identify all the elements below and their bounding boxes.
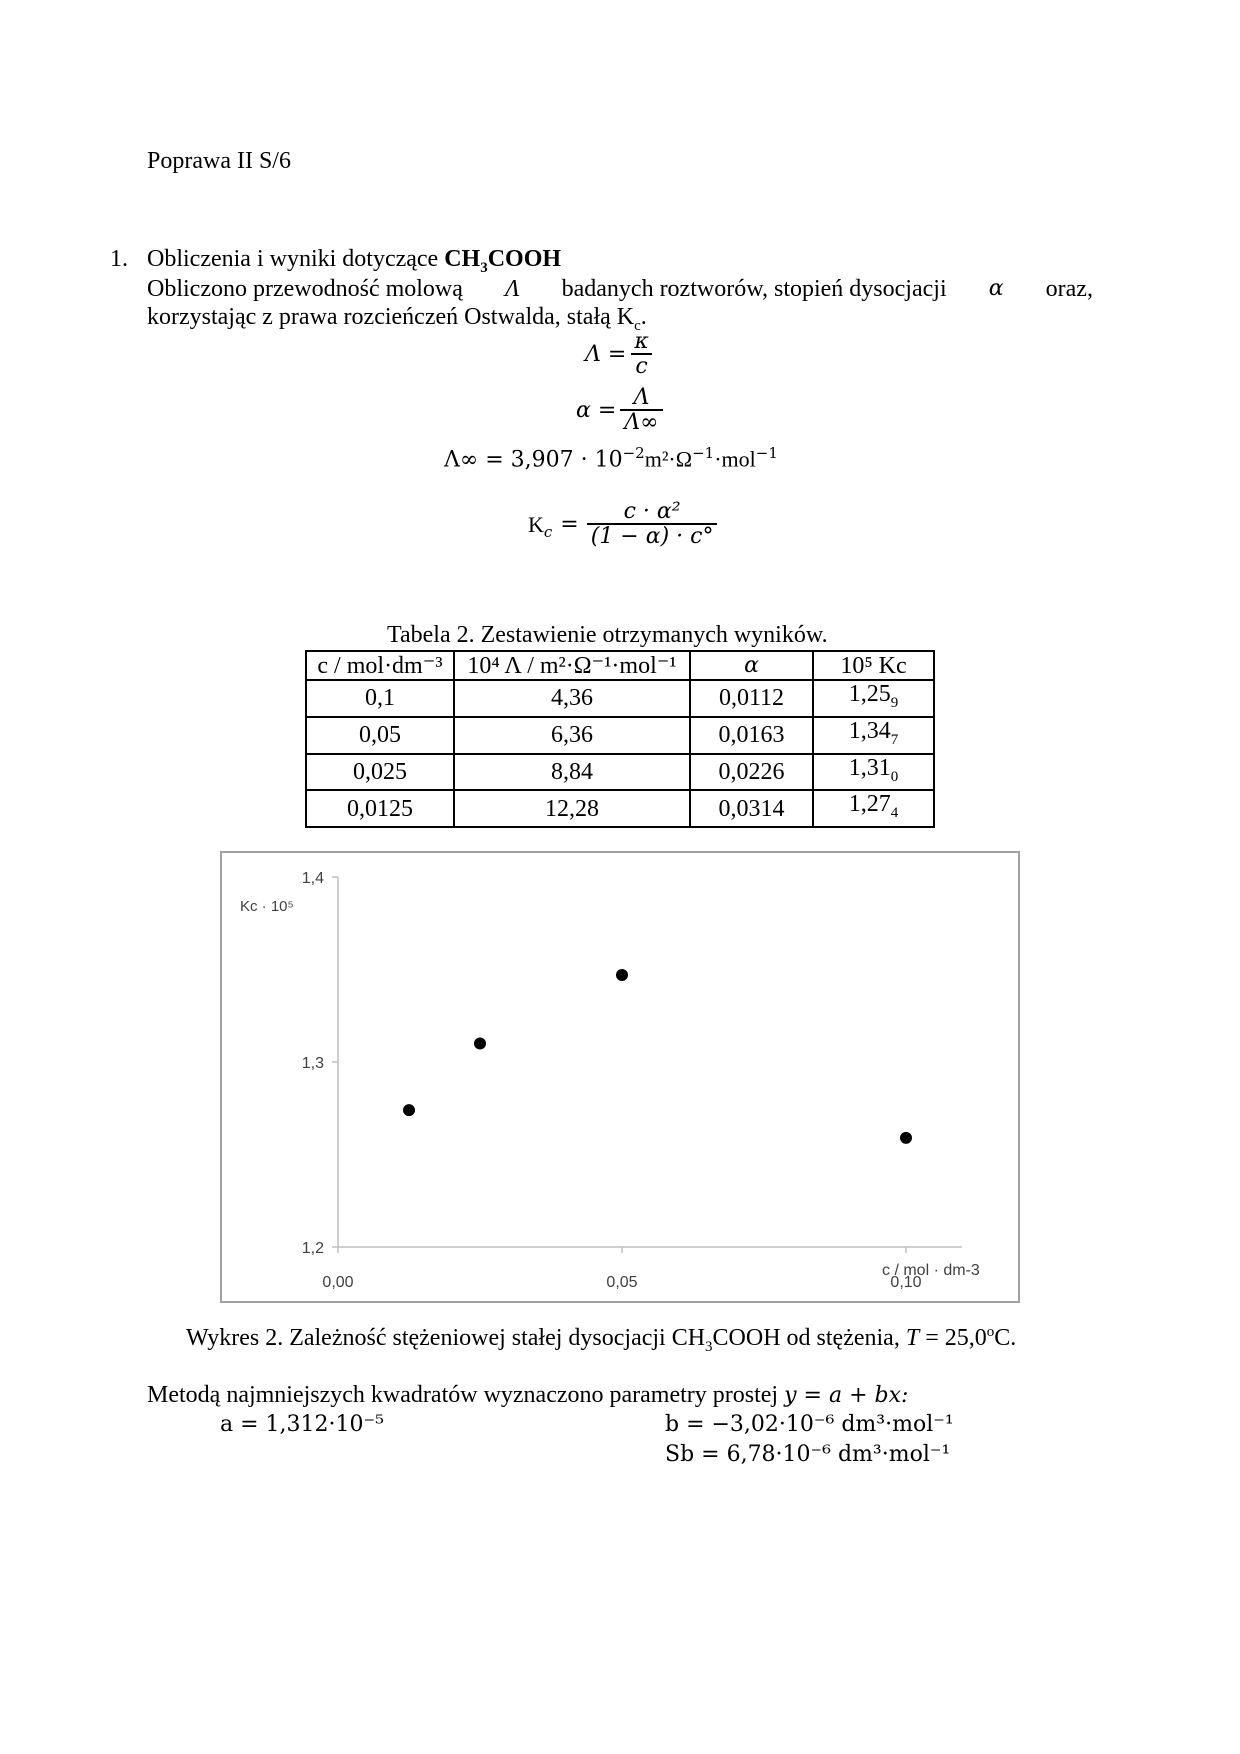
cell-alpha: 0,0314 [690, 790, 813, 827]
results-intro: Metodą najmniejszych kwadratów wyznaczono parametry prostej [147, 1382, 779, 1408]
eq1-fraction [630, 330, 652, 379]
para1-mid: badanych roztworów, stopień dysocjacji [561, 276, 947, 302]
eq1-num: κ [634, 329, 649, 354]
chart-caption: Wykres 2. Zależność stężeniowej stałej dysocjacji $CH_3COOH$ od stężenia, $T = 25,0^oC$. [186, 1324, 1017, 1355]
table-row [306, 680, 934, 717]
para1-text: Obliczono przewodność molową [147, 276, 463, 302]
cell-c: 0,025 [306, 754, 454, 791]
equation-lambda-infinity [444, 444, 778, 472]
eq4-den: (1 − α) · c° [587, 523, 718, 549]
para2-sub: c [634, 317, 641, 334]
data-point [474, 1038, 486, 1050]
results-table [305, 650, 935, 828]
y-tick-label: 1,2 [301, 1240, 324, 1257]
eq3-mol: ·mol [714, 446, 756, 472]
equation-kc [528, 500, 717, 549]
data-point [616, 969, 628, 981]
param-b: b = −3,02·10⁻⁶ dm³·mol⁻¹ [665, 1412, 954, 1437]
param-a: a = 1,312·10⁻⁵ [220, 1412, 384, 1437]
cell-c: 0,1 [306, 680, 454, 717]
cell-c: 0,05 [306, 717, 454, 754]
kc-value: 1,27 [848, 791, 891, 818]
eq3-mol-exp: −1 [755, 444, 778, 462]
eq2-num: Λ [633, 385, 650, 410]
cell-lambda: 12,28 [454, 790, 690, 827]
eq1-den: c [631, 353, 651, 379]
paragraph-line-2 [147, 304, 647, 335]
kc-value: 1,25 [848, 681, 891, 707]
cell-kc [813, 680, 934, 717]
cell-kc [813, 790, 934, 827]
cell-lambda: 6,36 [454, 717, 690, 754]
eq3-units: m²·Ω [644, 446, 693, 472]
compound-ch: CH [444, 246, 481, 272]
line-equation: y = a + bx: [784, 1383, 909, 1408]
table-row [306, 717, 934, 754]
x-tick-label: 0,00 [322, 1274, 354, 1291]
header-alpha: α [690, 651, 813, 680]
kc-value: 1,34 [848, 717, 891, 744]
para1-end: oraz, [1045, 276, 1093, 302]
equation-lambda [585, 330, 653, 379]
x-tick-label: 0,05 [606, 1274, 638, 1291]
y-tick-label: 1,4 [301, 870, 324, 887]
eq3-exp: −2 [622, 444, 645, 462]
eq2-lhs: α = [576, 398, 617, 424]
eq4-fraction [587, 500, 718, 549]
cell-lambda: 4,36 [454, 680, 690, 717]
eq3-text: Λ∞ = 3,907 · 10 [444, 447, 623, 473]
data-point [900, 1132, 912, 1144]
y-axis-label: Kc · 10⁵ [240, 898, 294, 915]
equation-alpha [576, 386, 663, 435]
compound-sub: 3 [480, 259, 488, 276]
eq4-eq: = [560, 512, 579, 538]
eq2-fraction [620, 386, 662, 435]
kc-digit: 9 [890, 694, 899, 711]
eq4-num: c · α² [623, 499, 681, 524]
y-tick-label: 1,3 [301, 1055, 324, 1072]
scatter-chart [222, 853, 1018, 1301]
eq2-den: Λ∞ [620, 409, 662, 435]
table-row [306, 754, 934, 791]
eq1-lhs: Λ = [585, 342, 627, 368]
cell-alpha: 0,0163 [690, 717, 813, 754]
cell-alpha: 0,0112 [690, 680, 813, 717]
section-number: 1. [110, 246, 128, 272]
x-tick-label: 0,10 [890, 1274, 922, 1291]
eq3-units-exp: −1 [692, 444, 715, 462]
section-heading-text: Obliczenia i wyniki dotyczące [147, 246, 445, 272]
kc-digit: 4 [890, 805, 899, 822]
table-caption: Tabela 2. Zestawienie otrzymanych wyników. [387, 622, 828, 648]
eq4-lhs: K [528, 511, 544, 537]
header-kc: 10⁵ Kc [813, 651, 934, 680]
cell-c: 0,0125 [306, 790, 454, 827]
paragraph-line-1 [147, 276, 1093, 303]
results-intro-line [147, 1382, 908, 1409]
alpha-symbol: α [988, 276, 1004, 301]
section-heading [147, 246, 561, 277]
param-sb: Sb = 6,78·10⁻⁶ dm³·mol⁻¹ [665, 1442, 951, 1467]
table-header-row [306, 651, 934, 680]
cell-lambda: 8,84 [454, 754, 690, 791]
cell-kc [813, 717, 934, 754]
data-point [403, 1104, 415, 1116]
chart-frame [220, 851, 1020, 1303]
compound-cooh: COOH [487, 246, 562, 272]
lambda-symbol: Λ [505, 276, 520, 302]
eq4-lhs-sub: c [543, 522, 553, 541]
cell-alpha: 0,0226 [690, 754, 813, 791]
kc-value: 1,31 [848, 754, 891, 781]
x-axis-label: c / mol · dm-3 [882, 1262, 980, 1279]
cell-kc [813, 754, 934, 791]
table-row [306, 790, 934, 827]
kc-digit: 0 [890, 768, 899, 785]
kc-digit: 7 [890, 731, 899, 748]
header-lambda: 10⁴ Λ / m²·Ω⁻¹·mol⁻¹ [454, 651, 690, 680]
header-concentration: c / mol·dm⁻³ [306, 651, 454, 680]
para2-text: korzystając z prawa rozcieńczeń Ostwalda, stałą K [147, 304, 635, 330]
page-title: Poprawa II S/6 [147, 148, 291, 174]
para2-end: . [640, 304, 647, 330]
